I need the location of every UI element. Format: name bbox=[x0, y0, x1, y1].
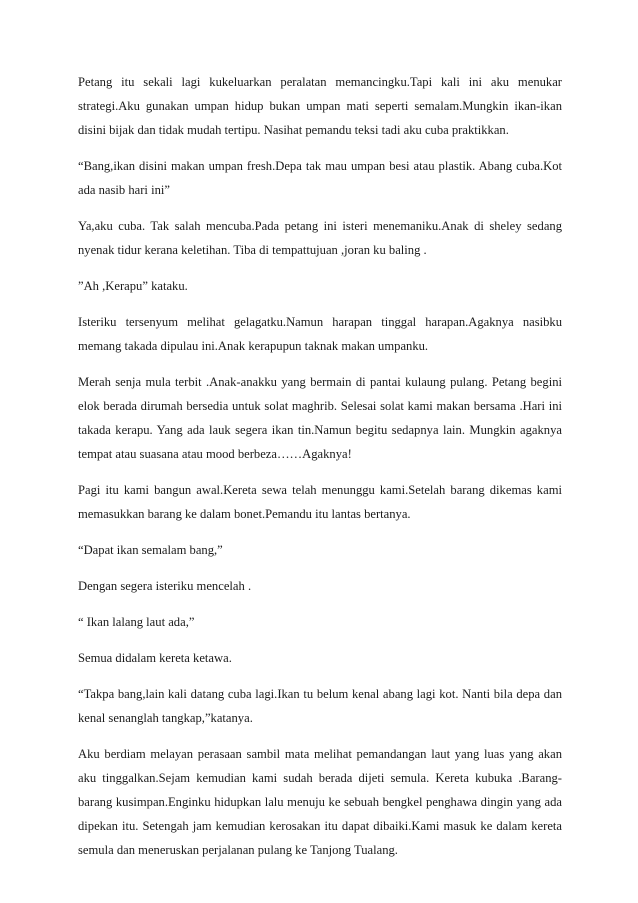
paragraph: Semua didalam kereta ketawa. bbox=[78, 651, 232, 665]
paragraph: Merah senja mula terbit .Anak-anakku yang bermain di pantai kulaung pulang. Petang begini elok berada dirumah bersedia untuk solat maghrib. Selesai solat kami makan bersama .Hari ini takada kerapu. Yang ada lauk segera ikan tin.Namun begitu sedapnya lain. Mungkin agaknya tempat atau suasana atau mood berbeza……Agaknya! bbox=[78, 375, 562, 461]
paragraph: Pagi itu kami bangun awal.Kereta sewa telah menunggu kami.Setelah barang dikemas kami memasukkan barang ke dalam bonet.Pemandu itu lantas bertanya. bbox=[78, 483, 562, 521]
paragraph: Isteriku tersenyum melihat gelagatku.Namun harapan tinggal harapan.Agaknya nasibku memang takada dipulau ini.Anak kerapupun taknak makan umpanku. bbox=[78, 315, 562, 353]
paragraph: “Bang,ikan disini makan umpan fresh.Depa tak mau umpan besi atau plastik. Abang cuba.Kot ada nasib hari ini” bbox=[78, 159, 562, 197]
paragraph: Petang itu sekali lagi kukeluarkan peralatan memancingku.Tapi kali ini aku menukar strategi.Aku gunakan umpan hidup bukan umpan mati seperti semalam.Mungkin ikan-ikan disini bijak dan tidak mudah tertipu. Nasihat pemandu teksi tadi aku cuba praktikkan. bbox=[78, 75, 562, 137]
paragraph: Aku berdiam melayan perasaan sambil mata melihat pemandangan laut yang luas yang akan aku tinggalkan.Sejam kemudian kami sudah berada dijeti semula. Kereta kubuka .Barang-barang kusimpan.Enginku hidupkan lalu menuju ke sebuah bengkel penghawa dingin yang ada dipekan itu. Setengah jam kemudian kerosakan itu dapat dibaiki.Kami masuk ke dalam kereta semula dan meneruskan perjalanan pulang ke Tanjong Tualang. bbox=[78, 747, 562, 857]
paragraph: “ Ikan lalang laut ada,” bbox=[78, 615, 195, 629]
paragraph: “Dapat ikan semalam bang,” bbox=[78, 543, 223, 557]
paragraph: Dengan segera isteriku mencelah . bbox=[78, 579, 252, 593]
paragraph: ”Ah ,Kerapu” kataku. bbox=[78, 279, 188, 293]
body-text bbox=[78, 70, 562, 874]
paragraph: “Takpa bang,lain kali datang cuba lagi.Ikan tu belum kenal abang lagi kot. Nanti bila depa dan kenal senanglah tangkap,”katanya. bbox=[78, 687, 562, 725]
paragraph: Ya,aku cuba. Tak salah mencuba.Pada petang ini isteri menemaniku.Anak di sheley sedang nyenak tidur kerana keletihan. Tiba di tempattujuan ,joran ku baling . bbox=[78, 219, 562, 257]
